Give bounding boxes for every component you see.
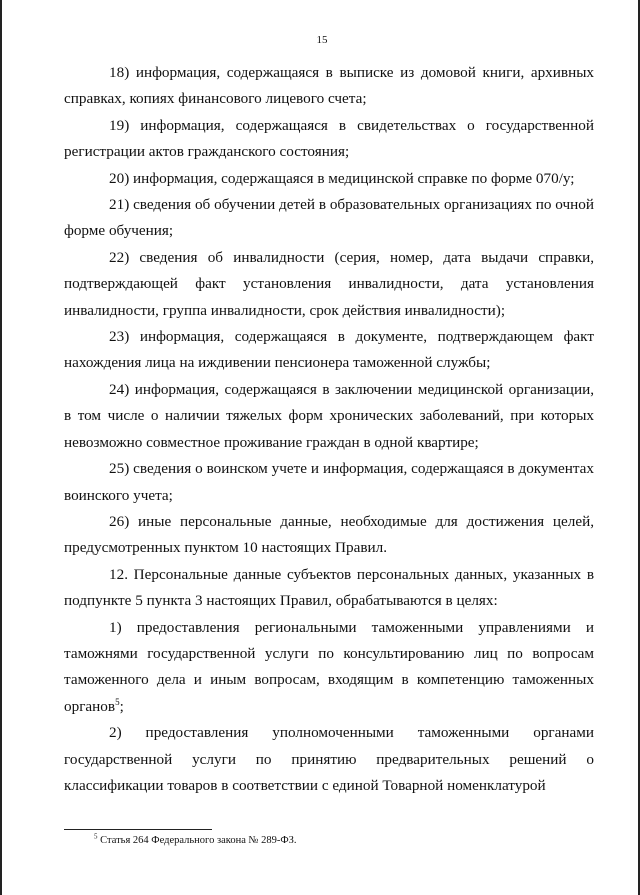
paragraph-12: 12. Персональные данные субъектов персональных данных, указанных в подпункте 5 пункта 3 настоящих Правил, обрабатываются в целях:	[64, 565, 594, 610]
footnote-divider	[64, 829, 212, 830]
paragraph-23: 23) информация, содержащаяся в документе, подтверждающем факт нахождения лица на иждивении пенсионера таможенной службы;	[64, 328, 594, 372]
paragraph-12-2: 2) предоставления уполномоченными таможенными органами государственной услуги по принятию предварительных решений о классификации товаров в соответствии с единой Товарной номенклатурой	[64, 724, 594, 794]
paragraph-19: 19) информация, содержащаяся в свидетельствах о государственной регистрации актов гражданского состояния;	[64, 116, 594, 161]
paragraph-12-1	[64, 615, 594, 721]
paragraph-20: 20) информация, содержащаяся в медицинской справке по форме 070/у;	[109, 169, 575, 187]
paragraph-26: 26) иные персональные данные, необходимые для достижения целей, предусмотренных пунктом 10 настоящих Правил.	[64, 512, 594, 557]
paragraph-21: 21) сведения об обучении детей в образовательных организациях по очной форме обучения;	[64, 196, 594, 240]
body-text	[64, 60, 594, 799]
paragraph-12-1-tail: ;	[119, 697, 124, 715]
paragraph-25: 25) сведения о воинском учете и информация, содержащаяся в документах воинского учета;	[64, 460, 594, 504]
paragraph-22: 22) сведения об инвалидности (серия, номер, дата выдачи справки, подтверждающей факт установления инвалидности, дата установления инвалидности, группа инвалидности, срок действия инвалидности);	[64, 248, 594, 319]
paragraph-12-1-text: 1) предоставления региональными таможенными управлениями и таможнями государственной услуги по консультированию лиц по вопросам таможенного дела и иным вопросам, входящим в компетенцию таможенных органов	[64, 618, 594, 715]
footnote-mark: 5	[94, 832, 98, 841]
footnote-reference: 5	[115, 696, 120, 707]
footnote	[94, 832, 297, 846]
paragraph-18: 18) информация, содержащаяся в выписке из домовой книги, архивных справках, копиях финансового лицевого счета;	[64, 64, 594, 108]
page-number: 15	[316, 34, 328, 46]
footnote-text: Статья 264 Федерального закона № 289-ФЗ.	[100, 835, 297, 846]
paragraph-24: 24) информация, содержащаяся в заключении медицинской организации, в том числе о наличии тяжелых форм хронических заболеваний, при которых невозможно совместное проживание граждан в одной квартире;	[64, 380, 594, 451]
